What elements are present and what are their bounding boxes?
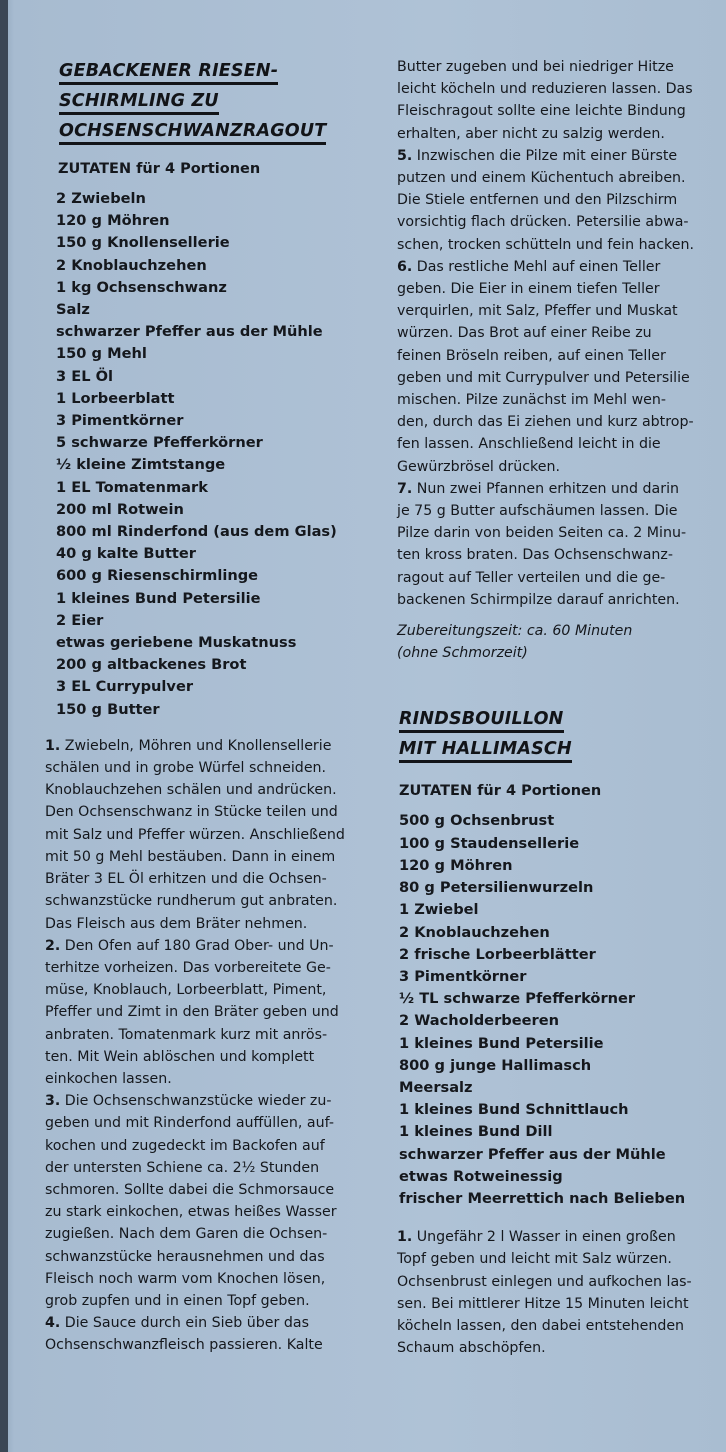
ingredient-item: 1 Lorbeerblatt (56, 389, 175, 407)
step-line (45, 1290, 380, 1312)
step-number: 4. (45, 1315, 61, 1332)
step-text: erhalten, aber nicht zu salzig werden. (397, 125, 665, 142)
step-text: Das restliche Mehl auf einen Teller (412, 258, 661, 275)
step-text: den, durch das Ei ziehen und kurz abtrop- (397, 414, 694, 431)
step-text: Ungefähr 2 l Wasser in einen großen (412, 1229, 676, 1246)
ingredient-item: 500 g Ochsenbrust (399, 812, 555, 830)
step-text: Ochsenschwanzfleisch passieren. Kalte (45, 1337, 323, 1354)
step-text: Zwiebeln, Möhren und Knollensellerie (60, 737, 332, 754)
step-text: Knoblauchzehen schälen und andrücken. (45, 782, 337, 799)
recipe2-ingredients-heading: ZUTATEN für 4 Portionen (399, 783, 602, 800)
step-text: Pfeffer und Zimt in den Bräter geben und (45, 1004, 339, 1021)
step-line (397, 1315, 726, 1337)
ingredient-item: 120 g Möhren (56, 212, 170, 230)
step-text: Butter zugeben und bei niedriger Hitze (397, 59, 674, 75)
step-number: 2. (45, 937, 61, 954)
step-text: schmoren. Sollte dabei die Schmorsauce (45, 1181, 335, 1198)
ingredient-item: 600 g Riesenschirmlinge (56, 567, 259, 585)
step-text: Das Fleisch aus dem Bräter nehmen. (45, 915, 308, 932)
step-line (45, 1201, 380, 1223)
book-spine (0, 0, 8, 1452)
step-line (397, 411, 726, 433)
recipe2-ingredient-list (399, 810, 726, 1210)
recipe1-prep-time (397, 620, 726, 664)
recipe1-ingredient-list (56, 188, 380, 721)
step-text: Die Stiele entfernen und den Pilzschirm (397, 192, 678, 209)
ingredient-item: 1 EL Tomatenmark (56, 478, 208, 496)
step-line (45, 735, 380, 757)
step-line (45, 779, 380, 801)
step-text: schälen und in grobe Würfel schneiden. (45, 760, 327, 777)
step-line (397, 211, 726, 233)
step-text: ten. Mit Wein ablöschen und komplett (45, 1048, 315, 1065)
ingredient-item: 1 kleines Bund Petersilie (56, 589, 261, 607)
step-text: geben. Die Eier in einem tiefen Teller (397, 281, 660, 298)
step-number: 1. (397, 1229, 413, 1246)
step-line (397, 1248, 726, 1270)
step-line (397, 456, 726, 478)
step-text: Schaum abschöpfen. (397, 1340, 546, 1357)
step-line (45, 957, 380, 979)
ingredient-item: 1 kleines Bund Schnittlauch (399, 1101, 629, 1119)
ingredient-item: 2 Knoblauchzehen (56, 256, 207, 274)
step-line (397, 589, 726, 611)
step-line (45, 1001, 380, 1023)
ingredient-item: 1 kg Ochsenschwanz (56, 278, 227, 296)
step-line (397, 189, 726, 211)
step-line (45, 979, 380, 1001)
step-line (45, 757, 380, 779)
ingredient-item: 120 g Möhren (399, 856, 513, 874)
step-text: terhitze vorheizen. Das vorbereitete Ge- (45, 959, 331, 976)
step-text: Pilze darin von beiden Seiten ca. 2 Minu- (397, 525, 687, 542)
step-text: mischen. Pilze zunächst im Mehl wen- (397, 392, 667, 409)
step-line (397, 367, 726, 389)
ingredient-item: 3 Pimentkörner (56, 412, 184, 430)
step-line (397, 322, 726, 344)
step-text: ten kross braten. Das Ochsenschwanz- (397, 547, 673, 564)
step-text: Die Sauce durch ein Sieb über das (60, 1315, 309, 1332)
step-text: Bräter 3 EL Öl erhitzen und die Ochsen- (45, 871, 327, 888)
step-text: grob zupfen und in einen Topf geben. (45, 1292, 310, 1309)
step-line (397, 478, 726, 500)
ingredient-item: 800 ml Rinderfond (aus dem Glas) (56, 523, 337, 541)
ingredient-item: 150 g Knollensellerie (56, 234, 230, 252)
step-line (397, 56, 726, 78)
step-line (397, 300, 726, 322)
step-line (45, 801, 380, 823)
step-line (397, 567, 726, 589)
step-number: 6. (397, 258, 413, 275)
step-text: schwanzstücke rundherum gut anbraten. (45, 893, 338, 910)
step-line (397, 522, 726, 544)
step-text: köcheln lassen, den dabei entstehenden (397, 1317, 685, 1334)
step-line (397, 1226, 726, 1248)
step-line (397, 100, 726, 122)
recipe2-steps (397, 1226, 726, 1359)
step-line (45, 868, 380, 890)
step-text: mit 50 g Mehl bestäuben. Dann in einem (45, 848, 336, 865)
ingredient-item: 150 g Mehl (56, 345, 147, 363)
step-text: sen. Bei mittlerer Hitze 15 Minuten leicht (397, 1295, 689, 1312)
recipe2-title-line: RINDSBOUILLON (399, 708, 564, 733)
prep-time-line: (ohne Schmorzeit) (397, 645, 528, 662)
ingredient-item: 2 Wacholderbeeren (399, 1012, 559, 1030)
step-text: je 75 g Butter aufschäumen lassen. Die (397, 503, 678, 520)
ingredient-item: 150 g Butter (56, 700, 160, 718)
recipe1-title (59, 58, 380, 148)
step-text: schwanzstücke herausnehmen und das (45, 1248, 325, 1265)
step-line (45, 1268, 380, 1290)
step-text: Ochsenbrust einlegen und aufkochen las- (397, 1273, 692, 1290)
step-text: mit Salz und Pfeffer würzen. Anschließend (45, 826, 345, 843)
step-text: Topf geben und leicht mit Salz würzen. (397, 1251, 672, 1268)
step-text: vorsichtig flach drücken. Petersilie abwa- (397, 214, 689, 231)
step-text: ragout auf Teller verteilen und die ge- (397, 569, 666, 586)
step-line (45, 1246, 380, 1268)
ingredient-item: 2 frische Lorbeerblätter (399, 945, 596, 963)
ingredient-item: 1 kleines Bund Petersilie (399, 1034, 604, 1052)
ingredient-item: 3 EL Öl (56, 367, 113, 385)
ingredient-item: 200 ml Rotwein (56, 500, 184, 518)
ingredient-item: 200 g altbackenes Brot (56, 656, 247, 674)
ingredient-item: 3 Pimentkörner (399, 967, 527, 985)
recipe1-title-line: GEBACKENER RIESEN- (59, 60, 278, 85)
step-text: Nun zwei Pfannen erhitzen und darin (412, 480, 680, 497)
step-line (45, 1024, 380, 1046)
step-text: Fleisch noch warm vom Knochen lösen, (45, 1270, 326, 1287)
step-number: 5. (397, 147, 413, 164)
ingredient-item: 100 g Staudensellerie (399, 834, 580, 852)
ingredient-item: 5 schwarze Pfefferkörner (56, 434, 263, 452)
step-line (45, 1312, 380, 1334)
step-line (45, 1179, 380, 1201)
ingredient-item: 1 Zwiebel (399, 901, 479, 919)
ingredient-item: schwarzer Pfeffer aus der Mühle (399, 1145, 666, 1163)
step-line (397, 389, 726, 411)
step-text: Den Ofen auf 180 Grad Ober- und Un- (60, 937, 334, 954)
ingredient-item: 2 Zwiebeln (56, 190, 146, 207)
step-line (45, 846, 380, 868)
step-text: geben und mit Rinderfond auffüllen, auf- (45, 1115, 334, 1132)
step-text: geben und mit Currypulver und Petersilie (397, 369, 690, 386)
ingredient-item: frischer Meerrettich nach Belieben (399, 1189, 686, 1207)
step-line (397, 1271, 726, 1293)
step-line (397, 234, 726, 256)
step-line (397, 167, 726, 189)
right-column (397, 58, 726, 1359)
step-line (45, 1068, 380, 1090)
recipe2-title (399, 706, 726, 766)
step-text: würzen. Das Brot auf einer Reibe zu (397, 325, 652, 342)
step-line (45, 890, 380, 912)
recipe1-steps-right (397, 56, 726, 611)
step-text: backenen Schirmpilze darauf anrichten. (397, 591, 680, 608)
step-text: der untersten Schiene ca. 2½ Stunden (45, 1159, 320, 1176)
step-text: Fleischragout sollte eine leichte Bindung (397, 103, 686, 120)
step-text: schen, trocken schütteln und fein hacken. (397, 236, 694, 253)
recipe2-title-line: MIT HALLIMASCH (399, 738, 572, 763)
step-text: feinen Bröseln reiben, auf einen Teller (397, 347, 666, 364)
step-line (45, 1135, 380, 1157)
step-number: 3. (45, 1093, 61, 1110)
ingredient-item: 3 EL Currypulver (56, 678, 194, 696)
step-text: Die Ochsenschwanzstücke wieder zu- (60, 1093, 332, 1110)
step-line (45, 824, 380, 846)
step-line (397, 145, 726, 167)
ingredient-item: 80 g Petersilienwurzeln (399, 879, 594, 897)
ingredient-item: 2 Knoblauchzehen (399, 923, 550, 941)
step-text: verquirlen, mit Salz, Pfeffer und Muskat (397, 303, 678, 320)
step-number: 7. (397, 480, 413, 497)
ingredient-item: 800 g junge Hallimasch (399, 1056, 592, 1074)
prep-time-line: Zubereitungszeit: ca. 60 Minuten (397, 623, 633, 640)
step-text: putzen und einem Küchentuch abreiben. (397, 170, 686, 187)
step-text: Gewürzbrösel drücken. (397, 458, 560, 475)
step-line (45, 1334, 380, 1356)
ingredient-item: schwarzer Pfeffer aus der Mühle (56, 323, 323, 341)
ingredient-item: etwas geriebene Muskatnuss (56, 634, 297, 652)
step-line (397, 256, 726, 278)
ingredient-item: 2 Eier (56, 611, 104, 629)
recipe1-title-line: OCHSENSCHWANZRAGOUT (59, 120, 326, 145)
step-line (397, 1337, 726, 1359)
step-line (397, 544, 726, 566)
step-line (397, 123, 726, 145)
step-number: 1. (45, 737, 61, 754)
step-text: Den Ochsenschwanz in Stücke teilen und (45, 804, 338, 821)
step-text: anbraten. Tomatenmark kurz mit anrös- (45, 1026, 328, 1043)
ingredient-item: Salz (56, 301, 90, 319)
left-column (45, 58, 380, 1357)
recipe1-steps-left (45, 735, 380, 1357)
step-line (397, 1293, 726, 1315)
step-line (45, 1112, 380, 1134)
step-line (397, 345, 726, 367)
recipe1-title-line: SCHIRMLING ZU (59, 90, 219, 115)
step-text: kochen und zugedeckt im Backofen auf (45, 1137, 325, 1154)
ingredient-item: etwas Rotweinessig (399, 1167, 563, 1185)
step-text: einkochen lassen. (45, 1070, 172, 1087)
step-text: Inzwischen die Pilze mit einer Bürste (412, 147, 678, 164)
step-line (45, 1157, 380, 1179)
step-text: fen lassen. Anschließend leicht in die (397, 436, 661, 453)
step-line (45, 1090, 380, 1112)
step-line (397, 78, 726, 100)
ingredient-item: 40 g kalte Butter (56, 545, 196, 563)
ingredient-item: ½ TL schwarze Pfefferkörner (399, 990, 636, 1008)
step-line (45, 1046, 380, 1068)
step-text: zu stark einkochen, etwas heißes Wasser (45, 1204, 337, 1221)
step-line (45, 1223, 380, 1245)
step-text: leicht köcheln und reduzieren lassen. Das (397, 81, 693, 98)
step-line (45, 913, 380, 935)
step-line (397, 433, 726, 455)
step-text: müse, Knoblauch, Lorbeerblatt, Piment, (45, 982, 327, 999)
ingredient-item: ½ kleine Zimtstange (56, 456, 226, 474)
ingredient-item: Meersalz (399, 1078, 473, 1096)
ingredient-item: 1 kleines Bund Dill (399, 1123, 553, 1141)
recipe1-ingredients-heading: ZUTATEN für 4 Portionen (58, 161, 261, 177)
step-line (397, 278, 726, 300)
step-text: zugießen. Nach dem Garen die Ochsen- (45, 1226, 328, 1243)
step-line (397, 500, 726, 522)
step-line (45, 935, 380, 957)
